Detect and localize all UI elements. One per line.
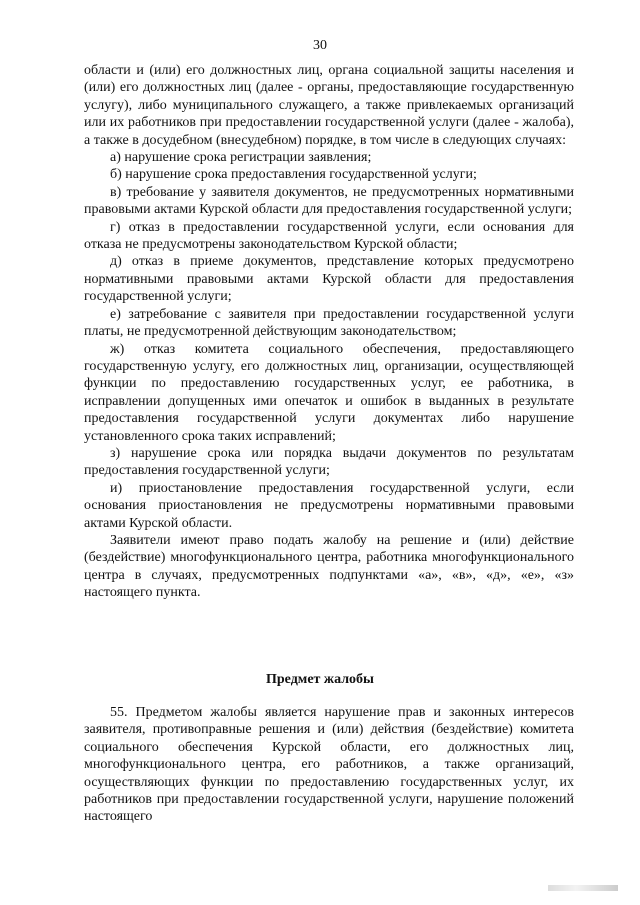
list-item-a: а) нарушение срока регистрации заявления; (110, 150, 372, 166)
scan-artifact (548, 885, 618, 891)
list-item-e: е) затребование с заявителя при предоставлении государственной услуги платы, не предусмотренной действующим законодательством; (84, 306, 574, 340)
list-item-z: з) нарушение срока или порядка выдачи документов по результатам предоставления государственной услуги; (84, 445, 574, 479)
section-text (84, 704, 574, 826)
section-heading: Предмет жалобы (266, 672, 374, 687)
list-item-g: г) отказ в предоставлении государственной услуги, если основания для отказа не предусмотрены законодательством Курской области; (84, 219, 574, 253)
clause-55-paragraph: 55. Предметом жалобы является нарушение прав и законных интересов заявителя, противоправные решения и (или) действия (бездействие) комитета социального обеспечения Курской области, его должностных лиц, многофункционального центра, его работников, а также организаций, осуществляющих функции по предоставлению государственных услуг, их работников при предоставлении государственной услуги, нарушение положений настоящего (84, 705, 574, 825)
page-number: 30 (313, 38, 327, 53)
list-item-zh: ж) отказ комитета социального обеспечения, предоставляющего государственную услугу, его должностных лиц, организации, осуществляющей функции по предоставлению государственных услуг, ее работника, в исправлении допущенных ими опечаток и ошибок в выданных в результате предоставления государственной услуги документах либо нарушение установленного срока таких исправлений; (84, 341, 574, 444)
intro-paragraph: области и (или) его должностных лиц, органа социальной защиты населения и (или) его должностных лиц (далее - органы, предоставляющие государственную услугу), либо муниципального служащего, а также привлекаемых организаций или их работников при предоставлении государственной услуги (далее - жалоба), а также в досудебном (внесудебном) порядке, в том числе в следующих случаях: (84, 63, 574, 148)
list-item-d: д) отказ в приеме документов, представление которых предусмотрено нормативными правовыми актами Курской области для предоставления государственной услуги; (84, 254, 574, 305)
body-text (84, 62, 574, 602)
list-item-b: б) нарушение срока предоставления государственной услуги; (110, 167, 477, 183)
list-item-v: в) требование у заявителя документов, не предусмотренных нормативными правовыми актами Курской области для предоставления государственной услуги; (84, 184, 574, 218)
list-item-i: и) приостановление предоставления государственной услуги, если основания приостановления не предусмотрены нормативными правовыми актами Курской области. (84, 480, 574, 531)
applicants-right-paragraph: Заявители имеют право подать жалобу на решение и (или) действие (бездействие) многофункционального центра, работника многофункционального центра в случаях, предусмотренных подпунктами «а», «в», «д», «е», «з» настоящего пункта. (84, 532, 574, 601)
